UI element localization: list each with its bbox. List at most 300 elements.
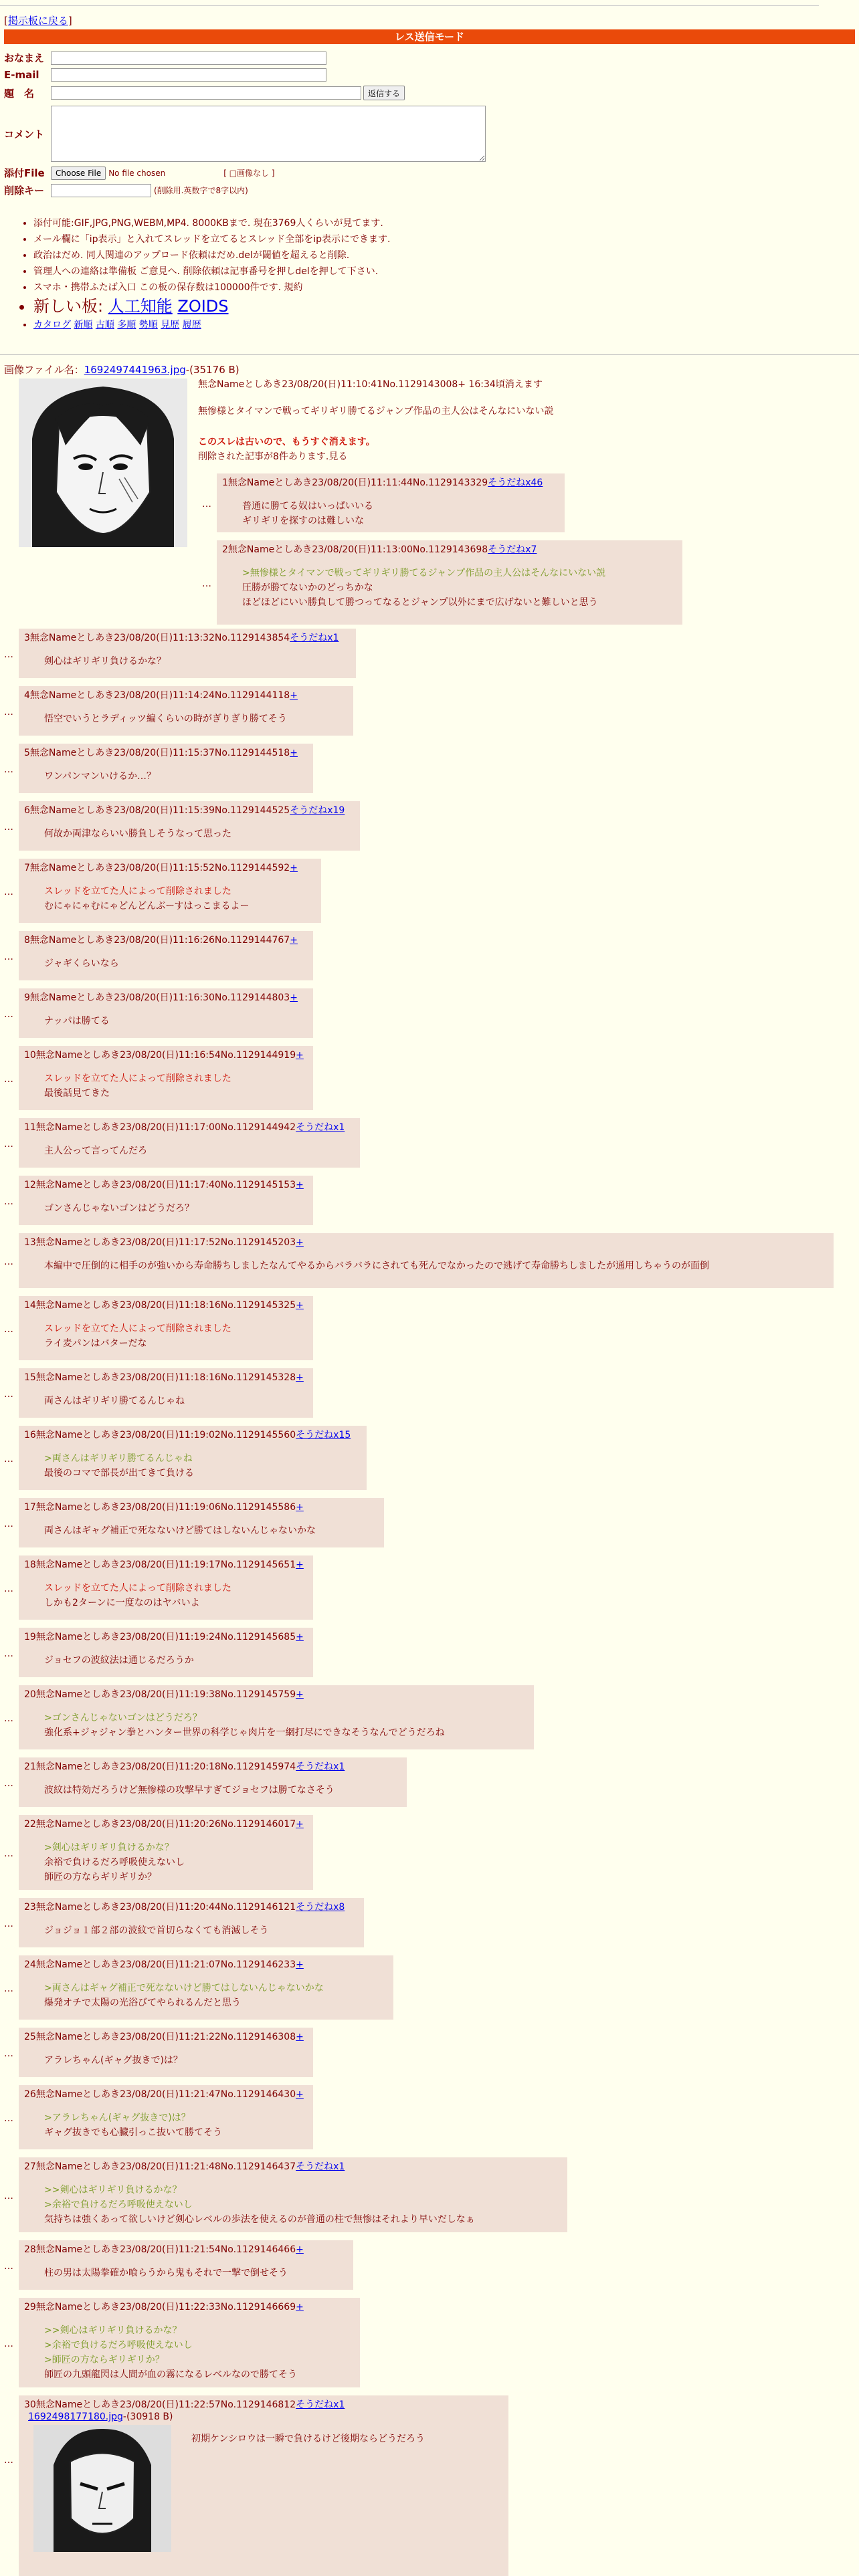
reply-indent-marker: … <box>202 499 211 510</box>
reply-text-line: 最後話見てきた <box>44 1088 110 1099</box>
reply-indent-marker: … <box>4 1389 13 1400</box>
reply-indent-marker: … <box>4 2191 13 2202</box>
reply-mode-bar: レス送信モード <box>4 29 855 44</box>
reply-file-link[interactable]: 1692498177180.jpg <box>28 2411 123 2422</box>
reply-text-line: 何故か両津ならいい勝負しそうなって思った <box>44 829 231 839</box>
reply-meta[interactable]: 無念Nameとしあき23/08/20(日)11:13:32No.1129143854 <box>29 633 290 643</box>
sort-momentum-link[interactable]: 勢順 <box>138 320 158 330</box>
reply-header <box>24 1371 308 1384</box>
reply-meta[interactable]: 無念Nameとしあき23/08/20(日)11:18:16No.1129145325 <box>35 1300 296 1311</box>
reply-header <box>24 2300 355 2314</box>
catalog-link[interactable]: カタログ <box>33 320 71 330</box>
reply-indent-marker: … <box>4 1257 13 1267</box>
reply-body <box>44 2111 308 2140</box>
reply-indent-marker: … <box>4 1196 13 1207</box>
reply-header <box>24 1558 308 1572</box>
quote-line: >>剣心はギリギリ負けるかな？ <box>44 2185 182 2195</box>
history-link[interactable]: 履歴 <box>182 320 201 330</box>
reply-text-line: ライ麦パンはバターだな <box>44 1338 147 1349</box>
sodane-button[interactable]: そうだねx46 <box>488 477 543 488</box>
reply-post <box>217 540 682 625</box>
reply-text-line: 波紋は特効だろうけど無惨様の攻撃早すぎてジョセフは勝てなさそう <box>44 1785 335 1796</box>
reply-body <box>44 1394 308 1408</box>
sodane-button[interactable]: そうだねx19 <box>290 805 345 816</box>
sodane-button[interactable]: そうだねx1 <box>296 1761 345 1772</box>
reply-post <box>217 473 565 532</box>
sodane-button[interactable]: + <box>296 1372 304 1383</box>
reply-indent-marker: … <box>4 1713 13 1724</box>
reply-header <box>24 2243 348 2256</box>
reply-number: 8 <box>24 935 30 946</box>
subject-label: 題 名 <box>4 87 35 100</box>
reply-header <box>24 1236 828 1249</box>
op-file-link[interactable]: 1692497441963.jpg <box>84 364 186 376</box>
reply-body <box>44 1071 308 1101</box>
reply-text-line: 師匠の九頭龍閃は人間が血の霧になるレベルなので勝てそう <box>44 2369 297 2380</box>
reply-header <box>222 543 677 556</box>
reply-post <box>19 1815 313 1890</box>
notice-list <box>20 215 390 333</box>
reply-number: 18 <box>24 1560 36 1570</box>
reply-body <box>44 1523 379 1538</box>
reply-number: 30 <box>24 2399 36 2410</box>
quote-line: >余裕で負けるだろ呼吸使えないし <box>44 2340 193 2351</box>
reply-body <box>44 2183 562 2227</box>
reply-post <box>19 1296 313 1360</box>
reply-meta[interactable]: 無念Nameとしあき23/08/20(日)11:21:07No.1129146233 <box>35 1959 296 1970</box>
reply-text-line: ジョセフの波紋法は通じるだろうか <box>44 1655 194 1666</box>
reply-post <box>19 686 353 736</box>
reply-text-line: 主人公って言ってんだろ <box>44 1146 147 1156</box>
delkey-field[interactable] <box>51 184 151 197</box>
reply-header <box>24 991 308 1004</box>
reply-number: 3 <box>24 633 30 643</box>
reply-body <box>44 2053 308 2068</box>
send-button[interactable]: 返信する <box>363 86 405 100</box>
reply-indent-marker: … <box>4 1324 13 1335</box>
delkey-label: 削除キー <box>4 185 45 197</box>
reply-number: 2 <box>222 544 228 555</box>
reply-indent-marker: … <box>4 2339 13 2349</box>
reply-post <box>19 1555 313 1620</box>
reply-meta[interactable]: 無念Nameとしあき23/08/20(日)11:16:54No.1129144919 <box>35 1050 296 1061</box>
sodane-button[interactable]: そうだねx1 <box>296 2161 345 2172</box>
reply-number: 1 <box>222 477 228 488</box>
reply-header <box>24 631 351 645</box>
reply-body <box>44 1981 388 2010</box>
notice-item: • メール欄に「ip表示」と入れてスレッドを立てるとスレッド全部をip表示にできます. <box>33 231 390 247</box>
reply-number: 21 <box>24 1761 36 1772</box>
op-file-info: 画像ファイル名：1692497441963.jpg-(35176 B) <box>4 364 240 376</box>
deleted-notice: スレッドを立てた人によって削除されました <box>44 1073 231 1084</box>
reply-post <box>19 1685 534 1749</box>
reply-post <box>19 2085 313 2149</box>
reply-header <box>24 1121 355 1134</box>
reply-header <box>24 1178 308 1192</box>
sodane-button[interactable]: + <box>296 1237 304 1248</box>
reply-body <box>44 2323 355 2382</box>
email-field[interactable] <box>51 68 326 82</box>
reply-meta[interactable]: 無念Nameとしあき23/08/20(日)11:22:57No.1129146812 <box>35 2399 296 2410</box>
old-thread-warning: このスレは古いので、もうすぐ消えます。 <box>198 437 375 447</box>
reply-number: 14 <box>24 1300 36 1311</box>
reply-thumbnail-image[interactable] <box>33 2425 171 2552</box>
reply-meta[interactable]: 無念Nameとしあき23/08/20(日)11:19:17No.1129145651 <box>35 1560 296 1570</box>
reply-indent-marker: … <box>4 952 13 962</box>
sodane-button[interactable]: + <box>296 1300 304 1311</box>
reply-post <box>19 1498 384 1547</box>
reply-text-line: むにゃにゃむにゃどんどんぶーすはっこまるよー <box>44 901 250 911</box>
reply-number: 24 <box>24 1959 36 1970</box>
reply-number: 28 <box>24 2244 36 2255</box>
choose-file-button[interactable]: Choose File <box>51 167 106 180</box>
reply-text-line: 爆発オチで太陽の光浴びてやられるんだと思う <box>44 1998 241 2008</box>
reply-indent-marker: … <box>4 707 13 718</box>
reply-meta[interactable]: 無念Nameとしあき23/08/20(日)11:20:18No.1129145974 <box>35 1761 296 1772</box>
reply-header <box>24 1901 359 1914</box>
reply-number: 12 <box>24 1180 36 1190</box>
reply-text-line: 両さんはギャグ補正で死なないけど勝てはしないんじゃないかな <box>44 1525 316 1536</box>
reply-header <box>24 1818 308 1831</box>
reply-indent-marker: … <box>4 2455 13 2466</box>
reply-text-line: ワンパンマンいけるか…？ <box>44 771 157 782</box>
reply-body <box>44 1144 355 1158</box>
reply-text-line: 気持ちは強くあって欲しいけど剣心レベルの歩法を使えるのが普通の柱で無惨はそれより早いだしなぁ <box>44 2214 475 2225</box>
reply-post <box>19 629 356 678</box>
sodane-button[interactable]: + <box>296 1180 304 1190</box>
sort-new-link[interactable]: 新順 <box>74 320 93 330</box>
reply-indent-marker: … <box>4 2113 13 2124</box>
reply-indent-marker: … <box>4 1983 13 1994</box>
reply-text-line: 両さんはギリギリ勝てるんじゃね <box>44 1396 185 1406</box>
reply-post <box>19 2298 360 2387</box>
sodane-button[interactable]: そうだねx7 <box>488 544 537 555</box>
reply-meta[interactable]: 無念Nameとしあき23/08/20(日)11:16:26No.1129144767 <box>29 935 290 946</box>
sodane-button[interactable]: + <box>296 2302 304 2313</box>
sodane-button[interactable]: + <box>296 1560 304 1570</box>
reply-header <box>24 861 316 875</box>
reply-meta[interactable]: 無念Nameとしあき23/08/20(日)11:16:30No.1129144803 <box>29 992 290 1003</box>
reply-indent-marker: … <box>4 1139 13 1150</box>
reply-number: 7 <box>24 863 30 873</box>
reply-meta[interactable]: 無念Nameとしあき23/08/20(日)11:19:06No.1129145586 <box>35 1502 296 1513</box>
reply-post <box>19 1426 367 1490</box>
sodane-button[interactable]: + <box>296 1959 304 1970</box>
quote-line: >アラレちゃん(ギャグ抜きで)は？ <box>44 2113 191 2123</box>
reply-body <box>44 1201 308 1216</box>
reply-meta[interactable]: 無念Nameとしあき23/08/20(日)11:21:47No.1129146430 <box>35 2089 296 2100</box>
reply-header <box>24 2398 503 2411</box>
op-header: 無念Nameとしあき23/08/20(日)11:10:41No.1129143008+ 16:34頃消えます <box>198 379 543 390</box>
reply-indent-marker: … <box>4 822 13 833</box>
sodane-button[interactable]: + <box>296 1050 304 1061</box>
reply-text-line: 本編中で圧倒的に相手のが強いから寿命勝ちしましたなんてやるからバラバラにされても死んでなかったので逃げて寿命勝ちしましたが通用しちゃうのが面倒 <box>44 1261 709 1271</box>
deleted-notice: スレッドを立てた人によって削除されました <box>44 886 231 897</box>
quote-line: >両さんはギリギリ勝てるんじゃね <box>44 1453 193 1464</box>
reply-post <box>19 2240 353 2290</box>
reply-meta[interactable]: 無念Nameとしあき23/08/20(日)11:14:24No.1129144118 <box>29 690 290 701</box>
reply-meta[interactable]: 無念Nameとしあき23/08/20(日)11:13:00No.1129143698 <box>227 544 488 555</box>
top-divider <box>0 5 819 6</box>
reply-body <box>44 884 316 914</box>
reply-meta[interactable]: 無念Nameとしあき23/08/20(日)11:17:40No.1129145153 <box>35 1180 296 1190</box>
reply-header <box>24 1630 308 1644</box>
reply-number: 23 <box>24 1902 36 1913</box>
comment-textarea[interactable] <box>51 106 486 162</box>
reply-header <box>24 934 308 947</box>
reply-header <box>24 1501 379 1514</box>
reply-post <box>19 1233 834 1288</box>
reply-text-line: ナッパは勝てる <box>44 1016 110 1027</box>
reply-meta[interactable]: 無念Nameとしあき23/08/20(日)11:15:52No.1129144592 <box>29 863 290 873</box>
reply-header <box>24 2030 308 2044</box>
sodane-button[interactable]: + <box>296 2244 304 2255</box>
reply-text-line: ジャギくらいなら <box>44 958 119 969</box>
reply-text-line: 悟空でいうとラディッツ編くらいの時がぎりぎり勝てそう <box>44 714 287 724</box>
sodane-button[interactable]: + <box>296 2032 304 2042</box>
reply-text-line: 余裕で負けるだろ呼吸使えないし <box>44 1857 185 1868</box>
reply-header <box>24 1688 529 1701</box>
reply-file-info: 1692498177180.jpg-(30918 B) <box>28 2411 173 2422</box>
reply-meta[interactable]: 無念Nameとしあき23/08/20(日)11:21:48No.1129146437 <box>35 2161 296 2172</box>
reply-meta[interactable]: 無念Nameとしあき23/08/20(日)11:18:16No.1129145328 <box>35 1372 296 1383</box>
reply-indent-marker: … <box>4 1074 13 1085</box>
reply-body <box>44 1653 308 1668</box>
reply-text-line: しかも2ターンに一度なのはヤバいよ <box>44 1598 200 1608</box>
quote-line: >余裕で負けるだろ呼吸使えないし <box>44 2199 193 2210</box>
name-field[interactable] <box>51 51 326 65</box>
quote-line: >ゴンさんじゃないゴンはどうだろ？ <box>44 1713 202 1723</box>
reply-header <box>24 1428 361 1442</box>
reply-number: 17 <box>24 1502 36 1513</box>
reply-number: 4 <box>24 690 30 701</box>
reply-header <box>24 689 348 702</box>
reply-text-line: ジョジョ１部２部の波紋で首切らなくても消滅しそう <box>44 1925 269 1936</box>
reply-header <box>24 2160 562 2173</box>
sodane-button[interactable]: + <box>296 1632 304 1642</box>
reply-text-line: 剣心はギリギリ負けるかな？ <box>44 656 166 667</box>
reply-post <box>19 1118 360 1168</box>
notice-item: • 管理人への連絡は準備板 ご意見へ. 削除依頼は記事番号を押しdelを押して下さい. <box>33 263 390 280</box>
reply-number: 29 <box>24 2302 36 2313</box>
reply-indent-marker: … <box>4 1009 13 1020</box>
sodane-button[interactable]: そうだねx1 <box>296 2399 345 2410</box>
reply-number: 26 <box>24 2089 36 2100</box>
reply-body <box>44 769 308 784</box>
reply-body <box>44 1451 361 1481</box>
sodane-button[interactable]: + <box>296 1819 304 1830</box>
comment-label: コメント <box>4 128 45 140</box>
reply-meta[interactable]: 無念Nameとしあき23/08/20(日)11:20:26No.1129146017 <box>35 1819 296 1830</box>
sodane-button[interactable]: + <box>296 2089 304 2100</box>
reply-indent-marker: … <box>4 2261 13 2272</box>
reply-post <box>19 1898 364 1947</box>
reply-meta[interactable]: 無念Nameとしあき23/08/20(日)11:22:33No.1129146669 <box>35 2302 296 2313</box>
board-link-ai[interactable]: 人工知能 <box>108 297 173 316</box>
reply-body <box>44 1014 308 1029</box>
board-link-zoids[interactable]: ZOIDS <box>177 297 229 316</box>
reply-post <box>19 931 313 980</box>
reply-post <box>19 744 313 793</box>
notice-item: • 添付可能:GIF,JPG,PNG,WEBM,MP4. 8000KBまで. 現在3769人くらいが見てます. <box>33 215 390 231</box>
reply-post <box>19 1955 393 2020</box>
reply-indent-marker: … <box>4 764 13 775</box>
reply-text-line: 柱の男は太陽拳確か喰らうから鬼もそれで一撃で倒せそう <box>44 2268 288 2278</box>
reply-number: 10 <box>24 1050 36 1061</box>
catalog-links <box>33 317 390 333</box>
reply-post <box>19 1628 313 1677</box>
op-body: 無惨様とタイマンで戦ってギリギリ勝てるジャンプ作品の主人公はそんなにいない説 <box>198 406 554 417</box>
no-image-checkbox[interactable]: [ □画像なし ] <box>223 169 275 178</box>
reply-meta[interactable]: 無念Nameとしあき23/08/20(日)11:19:02No.1129145560 <box>35 1430 296 1440</box>
reply-indent-marker: … <box>4 1648 13 1659</box>
reply-text-line: ギリギリを探すのは難しいな <box>242 516 364 526</box>
reply-post <box>19 1176 313 1225</box>
quote-line: >師匠の方ならギリギリか？ <box>44 2355 165 2365</box>
reply-indent-marker: … <box>202 578 211 589</box>
section-divider <box>0 354 859 355</box>
reply-body <box>44 712 348 726</box>
reply-body <box>44 1581 308 1610</box>
reply-number: 27 <box>24 2161 36 2172</box>
reply-meta[interactable]: 無念Nameとしあき23/08/20(日)11:19:24No.1129145685 <box>35 1632 296 1642</box>
reply-indent-marker: … <box>4 1454 13 1465</box>
reply-text-line: 普通に勝てる奴はいっぱいいる <box>242 501 373 512</box>
reply-body <box>242 499 559 528</box>
reply-body <box>44 1259 828 1273</box>
reply-body <box>44 1711 529 1740</box>
reply-indent-marker: … <box>4 1848 13 1859</box>
sodane-button[interactable]: + <box>290 992 298 1003</box>
reply-post <box>19 1046 313 1110</box>
reply-body <box>242 566 677 610</box>
reply-text-line: 最後のコマで部長が出てきて負ける <box>44 1468 194 1479</box>
reply-body <box>44 1321 308 1351</box>
sodane-button[interactable]: + <box>290 935 298 946</box>
reply-body <box>44 827 355 841</box>
reply-post <box>19 2395 508 2576</box>
reply-header <box>24 804 355 817</box>
deleted-count: 削除された記事が8件あります.見る <box>198 451 348 462</box>
reply-meta[interactable]: 無念Nameとしあき23/08/20(日)11:20:44No.1129146121 <box>35 1902 296 1913</box>
reply-meta[interactable]: 無念Nameとしあき23/08/20(日)11:21:22No.1129146308 <box>35 2032 296 2042</box>
reply-body <box>44 1923 359 1938</box>
reply-post <box>19 859 321 923</box>
reply-number: 25 <box>24 2032 36 2042</box>
sodane-button[interactable]: + <box>296 1502 304 1513</box>
reply-body <box>44 1783 401 1798</box>
reply-number: 22 <box>24 1819 36 1830</box>
subject-field[interactable] <box>51 86 361 100</box>
reply-body <box>191 2432 425 2446</box>
new-boards: • 新しい板: 人工知能 ZOIDS <box>33 296 390 317</box>
reply-indent-marker: … <box>4 1584 13 1594</box>
sodane-button[interactable]: + <box>290 863 298 873</box>
reply-post <box>19 988 313 1038</box>
reply-indent-marker: … <box>4 1919 13 1929</box>
reply-text-line: 強化系+ジャジャン拳とハンター世界の科学じゃ肉片を一網打尽にできなそうなんでどうだろね <box>44 1727 445 1738</box>
file-label: 添付File <box>4 167 45 179</box>
reply-text-line: ゴンさんじゃないゴンはどうだろ？ <box>44 1203 194 1214</box>
back-to-board-link[interactable]: 掲示板に戻る <box>7 15 68 27</box>
reply-number: 11 <box>24 1122 36 1133</box>
quote-line: >無惨様とタイマンで戦ってギリギリ勝てるジャンプ作品の主人公はそんなにいない説 <box>242 568 606 578</box>
reply-text-line: ほどほどにいい勝負して勝つってなるとジャンプ以外にまで広げないと難しいと思う <box>242 597 598 608</box>
reply-header <box>24 1299 308 1312</box>
quote-line: >両さんはギャグ補正で死なないけど勝てはしないんじゃないかな <box>44 1983 324 1994</box>
delkey-hint: (削除用.英数字で8字以内) <box>154 186 248 195</box>
sort-old-link[interactable]: 古順 <box>95 320 114 330</box>
op-thumbnail-image[interactable] <box>19 379 187 547</box>
back-nav: [掲示板に戻る] <box>4 15 72 27</box>
sodane-button[interactable]: そうだねx8 <box>296 1902 345 1913</box>
reply-body <box>44 654 351 669</box>
reply-number: 20 <box>24 1689 36 1700</box>
reply-text-line: 師匠の方ならギリギリか？ <box>44 1872 157 1883</box>
sodane-button[interactable]: そうだねx1 <box>296 1122 345 1133</box>
reply-text-line: 初期ケンシロウは一瞬で負けるけど後期ならどうだろう <box>191 2434 425 2444</box>
reply-text-line: ギャグ抜きでも心臓引っこ抜いて勝てそう <box>44 2127 222 2138</box>
sodane-button[interactable]: + <box>290 690 298 701</box>
reply-text-line: 圧勝が勝てないかのどっちかな <box>242 582 373 593</box>
reply-post <box>19 1757 407 1807</box>
sodane-button[interactable]: そうだねx15 <box>296 1430 351 1440</box>
reply-meta[interactable]: 無念Nameとしあき23/08/20(日)11:17:00No.1129144942 <box>35 1122 296 1133</box>
reply-number: 16 <box>24 1430 36 1440</box>
sodane-button[interactable]: + <box>290 748 298 758</box>
deleted-notice: スレッドを立てた人によって削除されました <box>44 1323 231 1334</box>
reply-post <box>19 2028 313 2077</box>
reply-number: 15 <box>24 1372 36 1383</box>
reply-header <box>24 2088 308 2101</box>
reply-indent-marker: … <box>4 649 13 660</box>
reply-text-line: アラレちゃん(ギャグ抜きで)は？ <box>44 2055 183 2066</box>
reply-number: 19 <box>24 1632 36 1642</box>
reply-meta[interactable]: 無念Nameとしあき23/08/20(日)11:15:39No.1129144525 <box>29 805 290 816</box>
file-status: No file chosen <box>108 168 166 178</box>
reply-meta[interactable]: 無念Nameとしあき23/08/20(日)11:21:54No.1129146466 <box>35 2244 296 2255</box>
reply-body <box>44 1840 308 1885</box>
reply-indent-marker: … <box>4 1778 13 1789</box>
viewed-history-link[interactable]: 見歴 <box>161 320 180 330</box>
reply-indent-marker: … <box>4 1519 13 1529</box>
reply-body <box>44 956 308 971</box>
reply-meta[interactable]: 無念Nameとしあき23/08/20(日)11:17:52No.1129145203 <box>35 1237 296 1248</box>
reply-post <box>19 2157 567 2232</box>
reply-meta[interactable]: 無念Nameとしあき23/08/20(日)11:11:44No.1129143329 <box>227 477 488 488</box>
reply-header <box>24 1958 388 1971</box>
quote-line: >剣心はギリギリ負けるかな？ <box>44 1842 174 1853</box>
reply-meta[interactable]: 無念Nameとしあき23/08/20(日)11:19:38No.1129145759 <box>35 1689 296 1700</box>
sort-many-link[interactable]: 多順 <box>117 320 136 330</box>
sodane-button[interactable]: そうだねx1 <box>290 633 339 643</box>
reply-header <box>24 746 308 760</box>
reply-body <box>44 2266 348 2280</box>
reply-number: 13 <box>24 1237 36 1248</box>
reply-header <box>24 1760 401 1774</box>
sodane-button[interactable]: + <box>296 1689 304 1700</box>
name-label: おなまえ <box>4 52 45 64</box>
deleted-notice: スレッドを立てた人によって削除されました <box>44 1583 231 1594</box>
email-label: E-mail <box>4 69 39 81</box>
notice-item: • スマホ・携帯ふたば入口 この板の保存数は100000件です. 規約 <box>33 280 390 296</box>
notice-item: • 政治はだめ. 同人関連のアップロード依頼はだめ.delが閾値を超えると削除. <box>33 247 390 263</box>
reply-meta[interactable]: 無念Nameとしあき23/08/20(日)11:15:37No.1129144518 <box>29 748 290 758</box>
reply-indent-marker: … <box>4 887 13 897</box>
reply-number: 5 <box>24 748 30 758</box>
reply-post <box>19 801 360 851</box>
reply-post <box>19 1368 313 1418</box>
